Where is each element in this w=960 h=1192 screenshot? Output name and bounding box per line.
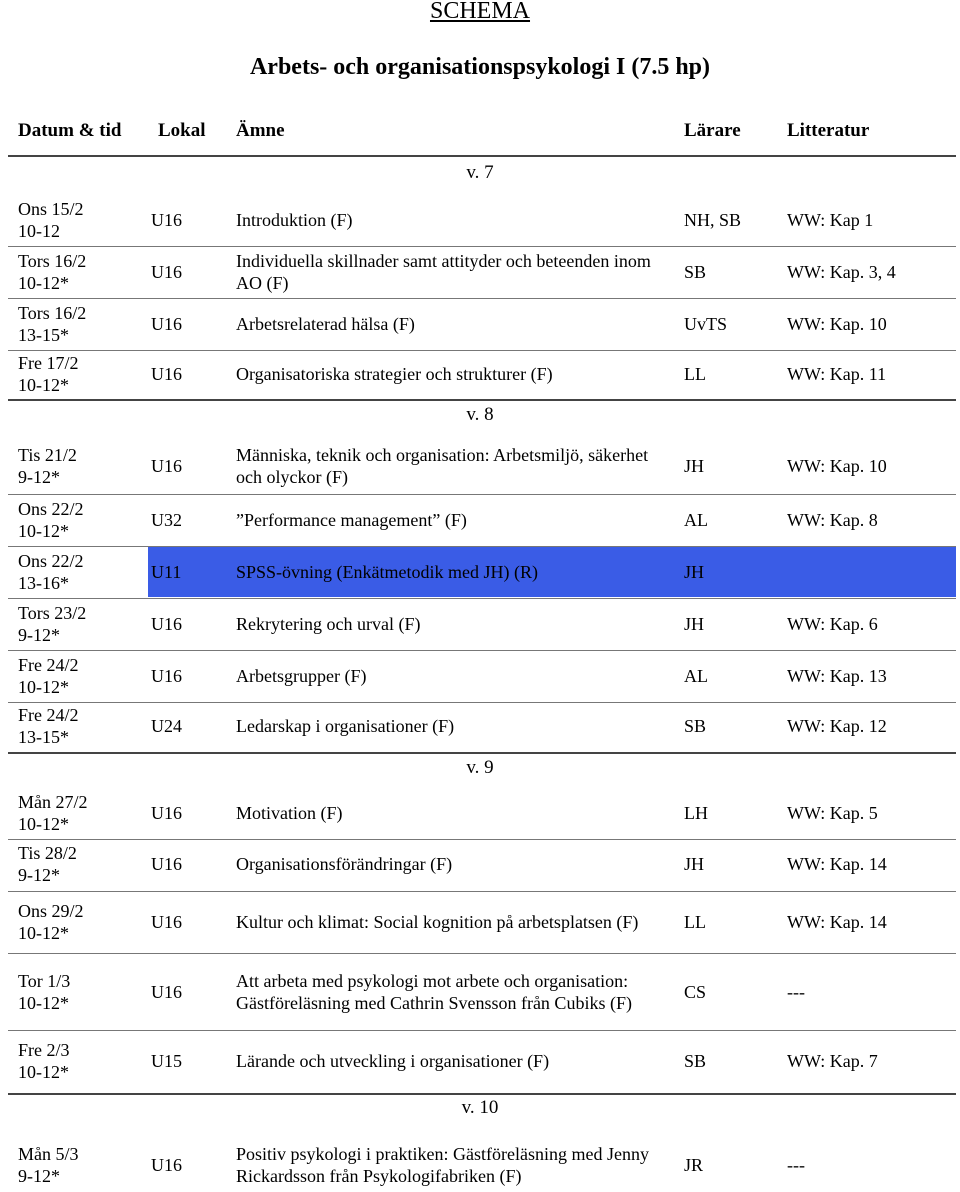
cell-teacher: CS: [684, 981, 707, 1002]
cell-date: [18, 1143, 79, 1187]
date-day: Fre 24/2: [18, 705, 79, 725]
cell-subject: Introduktion (F): [236, 210, 353, 230]
date-time: 10-12*: [18, 273, 69, 293]
cell-room: U16: [151, 854, 182, 874]
cell-subject: Positiv psykologi i praktiken: Gästföreläsning med Jenny Rickardsson från Psykologifabriken (F): [236, 1144, 649, 1186]
cell-room: U16: [151, 364, 182, 384]
cell-teacher: LL: [684, 912, 706, 932]
cell-date: [18, 704, 79, 748]
cell-literature: WW: Kap. 10: [787, 314, 887, 334]
cell-literature: WW: Kap. 11: [787, 364, 887, 384]
course-title: Arbets- och organisationspsykologi I (7.5 hp): [249, 54, 711, 80]
cell-teacher: JH: [684, 854, 705, 874]
date-day: Ons 22/2: [18, 499, 84, 519]
cell-date: [18, 900, 84, 944]
date-time: 10-12*: [18, 375, 69, 395]
cell-teacher: JH: [684, 562, 705, 582]
date-time: 10-12*: [18, 814, 69, 834]
date-day: Mån 27/2: [18, 792, 88, 812]
header-date: Datum & tid: [18, 120, 122, 141]
date-day: Ons 15/2: [18, 199, 84, 219]
cell-date: [18, 444, 77, 488]
date-day: Mån 5/3: [18, 1144, 79, 1164]
cell-subject: Rekrytering och urval (F): [236, 614, 421, 634]
cell-date: [18, 654, 79, 698]
cell-subject: Lärande och utveckling i organisationer (F): [236, 1051, 550, 1071]
cell-subject: Människa, teknik och organisation: Arbetsmiljö, säkerhet och olyckor (F): [236, 444, 649, 487]
table-row: [8, 1138, 956, 1192]
cell-subject: Arbetsrelaterad hälsa (F): [236, 314, 415, 334]
date-time: 10-12*: [18, 992, 69, 1013]
cell-room: U16: [151, 981, 182, 1002]
date-day: Tors 23/2: [18, 603, 87, 623]
date-time: 13-15*: [18, 727, 69, 747]
cell-teacher: SB: [684, 1051, 707, 1071]
cell-room: U16: [151, 666, 182, 686]
date-time: 10-12*: [18, 923, 69, 943]
cell-subject: Organisationsförändringar (F): [236, 854, 453, 874]
cell-room: U11: [151, 562, 182, 582]
cell-subject: Kultur och klimat: Social kognition på arbetsplatsen (F): [236, 912, 639, 932]
cell-room: U32: [151, 510, 182, 530]
table-row: [8, 438, 956, 493]
table-row: [8, 349, 956, 399]
cell-literature: WW: Kap. 8: [787, 510, 878, 530]
cell-date: [18, 302, 86, 346]
week-label: v. 8: [466, 404, 494, 425]
header-subject: Ämne: [236, 120, 285, 141]
date-day: Fre 2/3: [18, 1040, 70, 1060]
cell-date: [18, 1039, 70, 1083]
cell-subject: Motivation (F): [236, 803, 343, 823]
date-day: Ons 22/2: [18, 551, 84, 571]
cell-subject: ”Performance management” (F): [236, 510, 467, 530]
date-day: Tor 1/3: [18, 970, 71, 991]
schema-title: SCHEMA: [429, 0, 531, 24]
cell-teacher: JH: [684, 455, 705, 476]
cell-literature: ---: [787, 981, 805, 1002]
cell-room: U15: [151, 1051, 182, 1071]
cell-date: [18, 602, 86, 646]
cell-teacher: NH, SB: [684, 210, 742, 230]
cell-literature: WW: Kap. 6: [787, 614, 878, 634]
week-label: v. 9: [466, 757, 494, 778]
date-time: 9-12*: [18, 466, 60, 487]
cell-literature: ---: [787, 1155, 805, 1175]
cell-date: [18, 970, 70, 1014]
table-row: [8, 247, 956, 297]
cell-literature: WW: Kap. 14: [787, 854, 887, 874]
section-divider: [8, 752, 956, 754]
date-day: Fre 17/2: [18, 353, 79, 373]
date-time: 9-12*: [18, 865, 60, 885]
cell-teacher: UvTS: [684, 314, 728, 334]
date-day: Tors 16/2: [18, 303, 87, 323]
date-time: 13-15*: [18, 325, 69, 345]
table-row: [8, 195, 956, 245]
table-row: [8, 892, 956, 952]
date-time: 10-12*: [18, 1062, 69, 1082]
table-row: [8, 788, 956, 838]
date-time: 10-12*: [18, 677, 69, 697]
table-row: [8, 701, 956, 751]
cell-teacher: LL: [684, 364, 706, 384]
cell-literature: WW: Kap. 13: [787, 666, 887, 686]
cell-subject: Ledarskap i organisationer (F): [236, 716, 455, 736]
cell-subject: Att arbeta med psykologi mot arbete och organisation: Gästföreläsning med Cathrin Svensson från Cubiks (F): [236, 970, 632, 1013]
cell-teacher: LH: [684, 803, 708, 823]
date-day: Tors 16/2: [18, 251, 87, 271]
week-label: v. 10: [461, 1097, 499, 1118]
cell-date: [18, 250, 86, 294]
section-divider: [8, 399, 956, 401]
cell-date: [18, 842, 77, 886]
cell-date: [18, 498, 84, 542]
table-row: [8, 299, 956, 349]
cell-teacher: JR: [684, 1155, 704, 1175]
cell-teacher: JH: [684, 614, 705, 634]
cell-literature: WW: Kap. 7: [787, 1051, 878, 1071]
cell-subject: Individuella skillnader samt attityder och beteenden inom AO (F): [236, 251, 651, 293]
cell-subject: SPSS-övning (Enkätmetodik med JH) (R): [236, 562, 538, 582]
cell-literature: WW: Kap. 14: [787, 912, 887, 932]
section-divider: [8, 155, 956, 157]
cell-subject: Arbetsgrupper (F): [236, 666, 367, 686]
cell-room: U16: [151, 262, 182, 282]
cell-room: U16: [151, 210, 182, 230]
cell-date: [18, 791, 88, 835]
cell-subject: Organisatoriska strategier och strukturer (F): [236, 364, 553, 384]
date-day: Tis 21/2: [18, 444, 77, 465]
cell-room: U16: [151, 455, 182, 476]
table-row: [8, 1031, 956, 1091]
cell-literature: WW: Kap. 12: [787, 716, 887, 736]
cell-room: U16: [151, 912, 182, 932]
cell-teacher: SB: [684, 716, 707, 736]
table-row: [8, 954, 956, 1029]
date-time: 9-12*: [18, 625, 60, 645]
table-row: [8, 599, 956, 649]
cell-date: [18, 550, 84, 594]
cell-room: U16: [151, 803, 182, 823]
header-literature: Litteratur: [787, 120, 870, 141]
cell-literature: WW: Kap. 3, 4: [787, 262, 896, 282]
header-teacher: Lärare: [684, 120, 741, 141]
cell-room: U24: [151, 716, 182, 736]
date-day: Fre 24/2: [18, 655, 79, 675]
cell-teacher: AL: [684, 510, 708, 530]
date-time: 9-12*: [18, 1166, 60, 1186]
week-label: v. 7: [466, 162, 494, 183]
date-day: Tis 28/2: [18, 843, 77, 863]
table-row: [8, 651, 956, 701]
cell-room: U16: [151, 614, 182, 634]
date-time: 10-12*: [18, 521, 69, 541]
table-row: [8, 495, 956, 545]
cell-literature: WW: Kap. 5: [787, 803, 878, 823]
date-time: 13-16*: [18, 573, 69, 593]
header-room: Lokal: [158, 120, 206, 141]
cell-teacher: AL: [684, 666, 708, 686]
cell-room: U16: [151, 314, 182, 334]
cell-literature: WW: Kap 1: [787, 210, 874, 230]
cell-date: [18, 198, 84, 242]
date-time: 10-12: [18, 221, 60, 241]
date-day: Ons 29/2: [18, 901, 84, 921]
table-row: [8, 547, 956, 597]
cell-literature: WW: Kap. 10: [787, 455, 887, 476]
cell-date: [18, 352, 79, 396]
cell-teacher: SB: [684, 262, 707, 282]
cell-room: U16: [151, 1155, 182, 1175]
table-row: [8, 838, 956, 890]
section-divider: [8, 1093, 956, 1095]
